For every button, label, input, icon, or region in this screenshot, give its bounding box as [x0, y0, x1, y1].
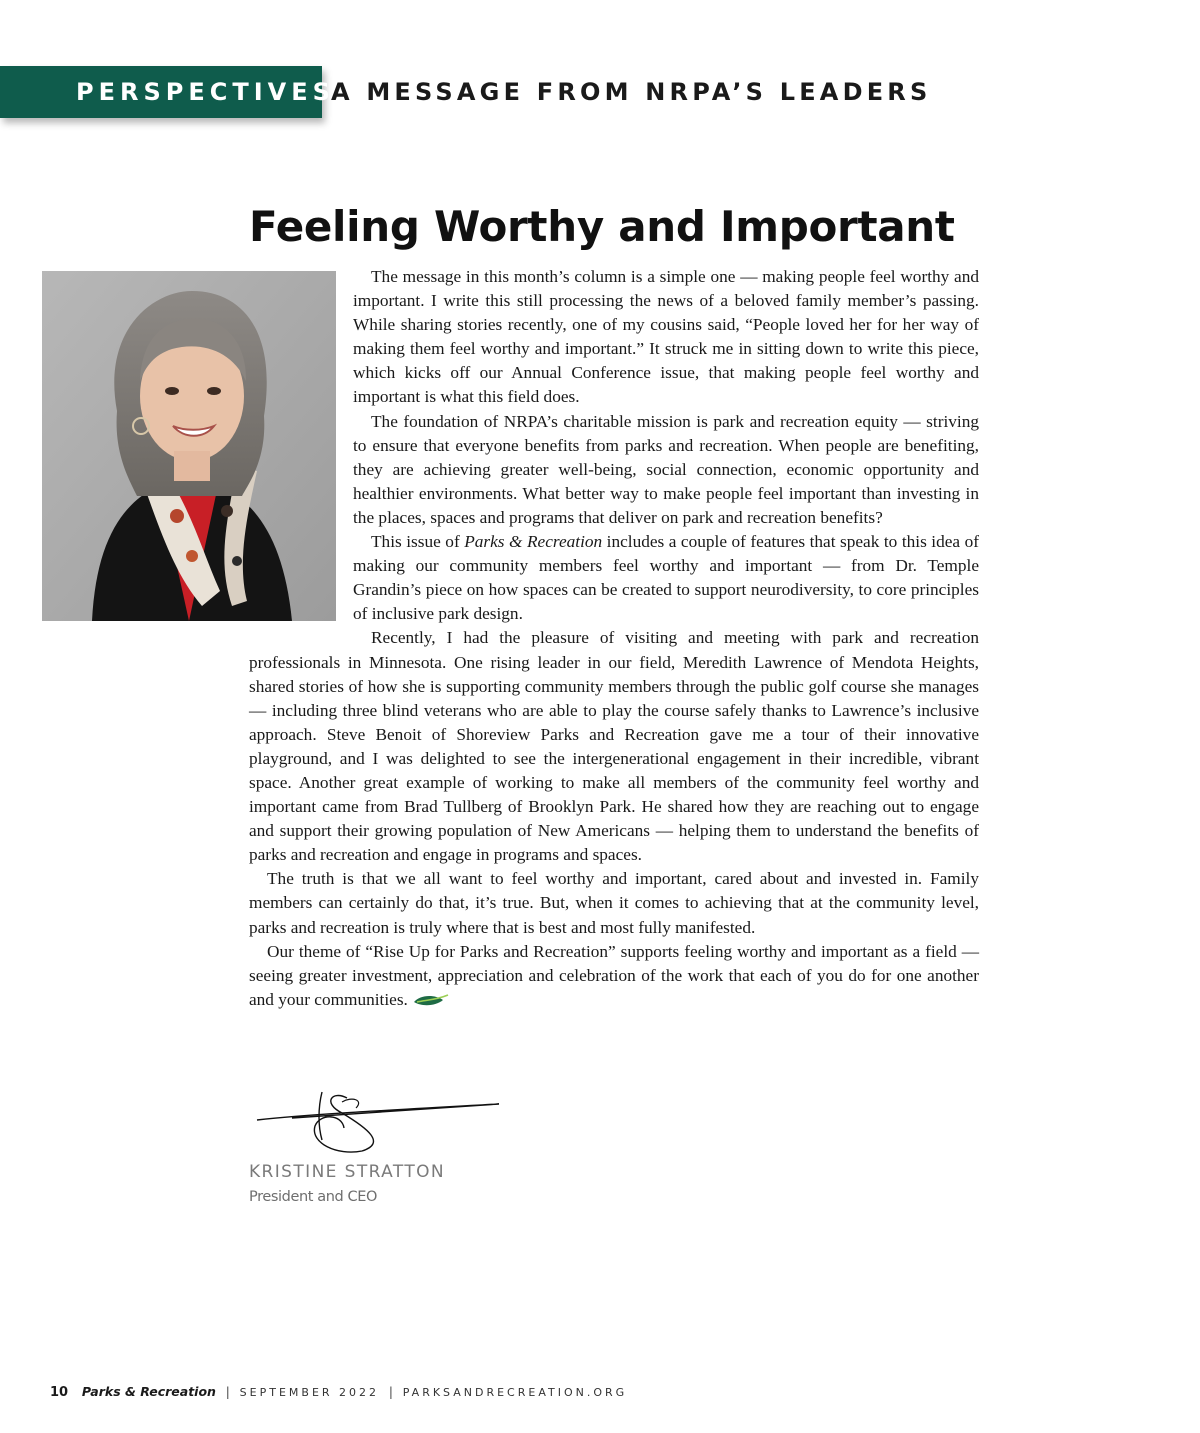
footer-website: PARKSANDRECREATION.ORG [402, 1386, 628, 1399]
page-number: 10 [50, 1385, 69, 1400]
page-footer [50, 1383, 627, 1402]
paragraph-1: The message in this month’s column is a simple one — making people feel worthy and important. I write this still processing the news of a beloved family member’s passing. While sharing stories recently, one of my cousins said, “People loved her for her way of making them feel worthy and important.” It struck me in sitting down to write this piece, which kicks off our Annual Conference issue, that making people feel worthy and important is what this field does. [353, 267, 979, 407]
paragraph-2: The foundation of NRPA’s charitable mission is park and recreation equity — striving to ensure that everyone benefits from parks and recreation. When people are benefiting, they are achieving greater well-being, social connection, economic opportunity and healthier environments. What better way to make people feel important than investing in the places, spaces and programs that deliver on park and recreation benefits? [353, 411, 979, 527]
paragraph-6 [249, 940, 979, 1012]
article-title: Feeling Worthy and Important [249, 202, 955, 251]
paragraph-4: Recently, I had the pleasure of visiting and meeting with park and recreation professionals in Minnesota. One rising leader in our field, Meredith Lawrence of Mendota Heights, shared stories of how she is supporting community members through the public golf course she manages — including three blind veterans who are able to play the course safely thanks to Lawrence’s inclusive approach. Steve Benoit of Shoreview Parks and Recreation gave me a tour of their innovative playground, and I was delighted to see the intergenerational engagement in their incredible, vibrant space. Another great example of working to make all members of the community feel worthy and important came from Brad Tullberg of Brooklyn Park. He shared how they are reaching out to engage and support their growing population of New Americans — helping them to understand the benefits of parks and recreation and engage in programs and spaces. [249, 628, 979, 865]
section-label: PERSPECTIVES [76, 78, 335, 106]
signer-name: KRISTINE STRATTON [249, 1162, 445, 1182]
signature [252, 1088, 504, 1158]
leaf-icon [412, 992, 450, 1008]
paragraph-5: The truth is that we all want to feel worthy and important, cared about and invested in. Family members can certainly do that, it’s true. But, when it comes to achieving that at the community level, parks and recreation is truly where that is best and most fully manifested. [249, 869, 979, 937]
portrait-wrap-spacer [249, 265, 353, 650]
magazine-title-italic: Parks & Recreation [464, 532, 603, 552]
section-subtitle: A MESSAGE FROM NRPA’S LEADERS [331, 78, 932, 106]
footer-separator: | [225, 1385, 230, 1399]
footer-separator-2: | [388, 1385, 393, 1399]
paragraph-3-rest: includes a couple of features that speak to this idea of making our community members feel worthy and important — from Dr. Temple Grandin’s piece on how spaces can be created to support neurodiversity, to core principles of inclusive park design. [353, 532, 979, 624]
paragraph-3 [249, 530, 979, 626]
footer-issue-date: SEPTEMBER 2022 [239, 1386, 380, 1399]
paragraph-6-text: Our theme of “Rise Up for Parks and Recreation” supports feeling worthy and important as a field — seeing greater investment, appreciation and celebration of the work that each of you do for one another and your communities. [249, 941, 979, 1009]
article-body [249, 265, 979, 1012]
paragraph-3-lead: This issue of [371, 532, 465, 552]
signer-role: President and CEO [249, 1189, 378, 1205]
footer-magazine-name: Parks & Recreation [81, 1384, 216, 1399]
